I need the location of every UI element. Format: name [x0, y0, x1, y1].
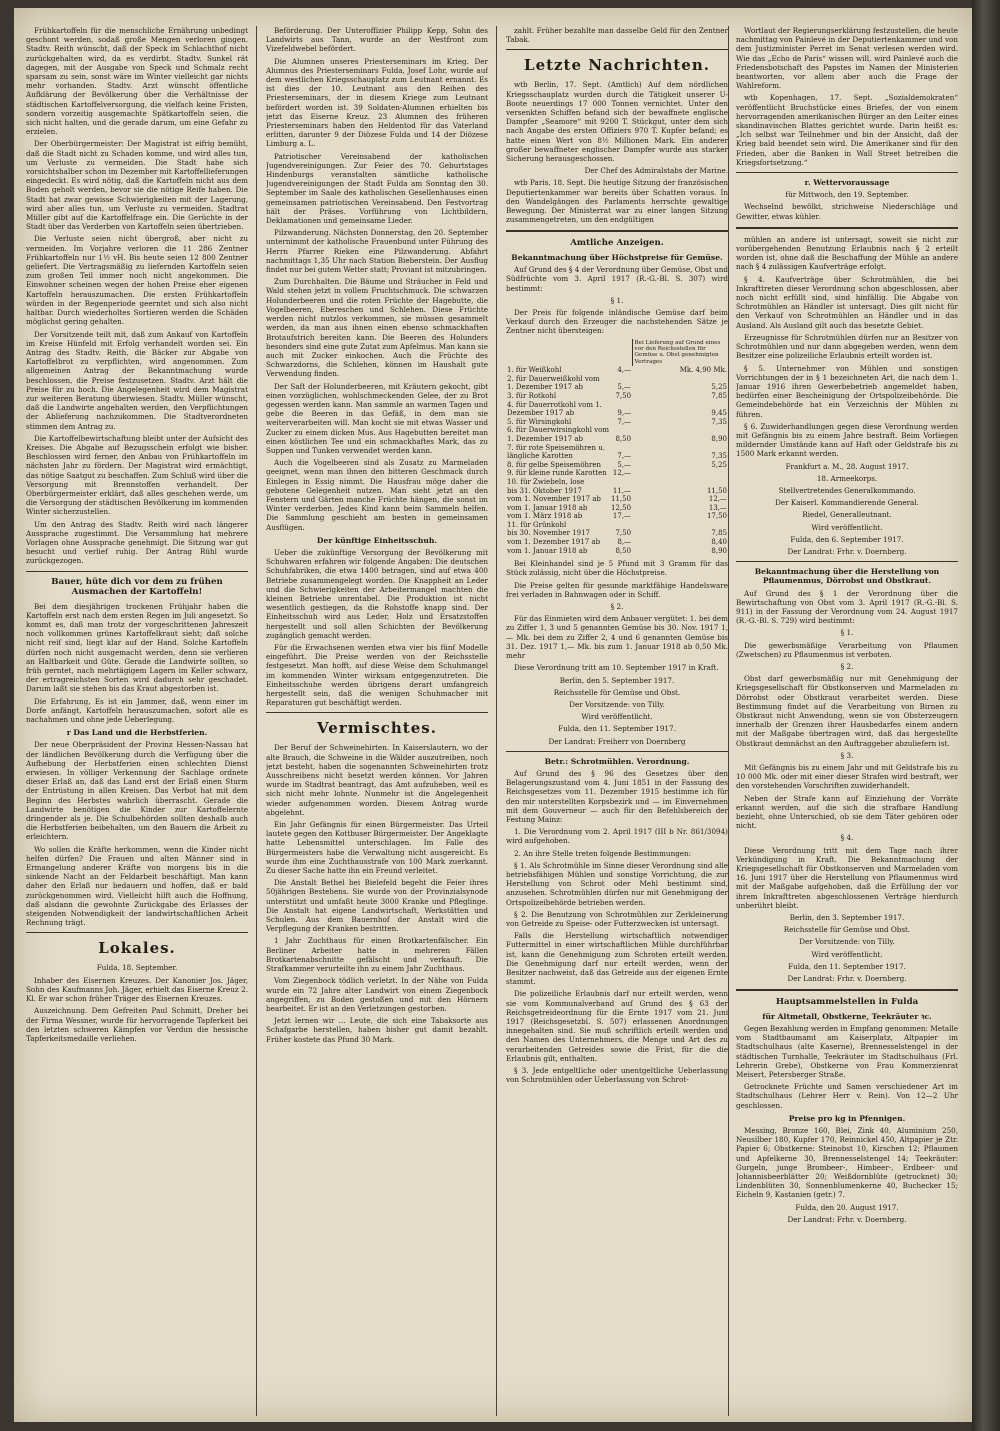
notice-text: Die gewerbsmäßige Verarbeitung von Pflaumen (Zwetschen) zu Pflaumenmus ist verboten. [736, 640, 958, 659]
paragraph-mark: § 2. [610, 602, 624, 612]
price-value: 12,— [708, 495, 727, 504]
price-table-row [506, 538, 728, 547]
notice-text: Messing, Bronze 160, Blei, Zink 40, Aluminium 250, Neusilber 180, Kupfer 170, Reinnickel 450, Altpapier je Ztr. Papier 6; Obstkerne: Steinobst 10, Kirschen 12; Pflaumen und Apfelkerne 30, Brennesselstengel 14; Teekräuter: Gurgeln, junge Brombeer-, Himbeer-, Erdbeer- und Johannisbeerblätter 20; Weißdornblüte (getrocknet) 30; Lindenblüten 30, Sonnenblumenkerne 40, Buchecker 15; Eicheln 9, Kastanien (getr.) 7. [736, 1126, 958, 1200]
section-heading-lokales: Lokales. [98, 939, 176, 958]
price-table-row [506, 392, 728, 401]
notice-text: § 5. Unternehmer von Mühlen und sonstigen Vorrichtungen der in § 1 bezeichneten Art, die nach dem 1. Januar 1916 ihren Gewerbebetrieb angemeldet haben, bedürfen einer Bescheinigung der Ortspolizeibehörde. Die Gemeindebehörde hat ein Verzeichnis der Mühlen zu führen. [736, 363, 958, 419]
price-value: 8,— [617, 538, 632, 547]
notice-text: Wird veröffentlicht. [811, 522, 883, 532]
signature: Der Kaiserl. Kommandierende General. [775, 498, 919, 508]
article-text: Die Alumnen unseres Priesterseminars im Krieg. Der Alumnus des Priesterseminars Fulda, Josef Lohr, wurde auf dem westlichen Kriegsschauplatz zum Leutnant ernannt. Es ist dies der 10. Leutnant aus den Reihen des Priesterseminars, der in diesem Kriege zum Leutnant befördert worden ist. 39 Soldaten-Alumnen erhielten bis jetzt das Eiserne Kreuz. 23 Alumnen des früheren Priesterseminars haben den Heldentod für das Vaterland erlitten, darunter 9 der Diözese Fulda und 14 der Diözese Limburg a. L. [266, 56, 488, 149]
article-text: Auszeichnung. Dem Gefreiten Paul Schmitt, Dreher bei der Firma Wessner, wurde für hervorragende Tapferkeit bei den letzten schweren Kämpfen vor Verdun die hessische Tapferkeitsmedaille verliehen. [26, 1006, 248, 1043]
article-heading: r Das Land und die Herbstferien. [66, 728, 208, 738]
price-value [632, 426, 728, 435]
notice-heading: Bekanntmachung über die Herstellung von Pflaumenmus, Dörrobst und Obstkraut. [754, 567, 940, 586]
section-heading-letzte-nachrichten: Letzte Nachrichten. [524, 56, 710, 75]
newspaper-page [14, 8, 972, 1422]
notice-text: § 2. Die Benutzung von Schrotmühlen zur Zerkleinerung von Getreide zu Speise- oder Futterzwecken ist untersagt. [506, 909, 728, 928]
notice-text: Wird veröffentlicht. [581, 712, 653, 722]
weather-date: für Mittwoch, den 19. September. [785, 190, 909, 200]
price-value [632, 444, 728, 453]
notice-text: Diese Verordnung tritt mit dem Tage nach ihrer Verkündigung in Kraft. Die Bekanntmachung der Kriegsgesellschaft für Obstkonserven und Marmeladen vom 16. Juni 1917 über die Herstellung von Pflaumenmus wird mit der Maßgabe aufgehoben, daß die Erfüllung der vor ihrem Inkrafttreten abgeschlossenen Verträge hierdurch unberührt bleibt. [736, 845, 958, 910]
article-text: Inhaber des Eisernen Kreuzes. Der Kanonier Jos. Jäger, Sohn des Kaufmanns Joh. Jäger, erhielt das Eiserne Kreuz 2. Kl. Er war schon früher Träger des Eisernen Kreuzes. [26, 975, 248, 1004]
notice-text: Für das Einmieten wird dem Anbauer vergütet: 1. bei dem zu Ziffer 1, 3 und 5 genannten Gemüse bis 30. Nov. 1917 1,— Mk. bei dem zu Ziffer 2, 4 und 6 genannten Gemüse bis 31. Dez. 1917 1,— Mk. bis zum 1. Januar 1918 ab 0,50 Mk. mehr [506, 614, 728, 661]
price-value: 9,— [617, 409, 632, 418]
column-4 [736, 26, 958, 1418]
notice-text: Auf Grund des § 4 der Verordnung über Gemüse, Obst und Südfrüchte vom 3. April 1917 (R.-G.-Bl. S. 307) wird bestimmt: [506, 265, 728, 293]
price-value [610, 426, 632, 435]
price-table-row [506, 452, 728, 461]
article-text: Vom Ziegenbock tödlich verletzt. In der Nähe von Fulda wurde ein 72 Jahre alter Landwirt von einem Ziegenbock angegriffen, zu Boden gestoßen und mit den Hörnern bearbeitet. Er ist an den Verletzungen gestorben. [266, 976, 488, 1013]
paragraph-mark: § 1. [610, 295, 624, 305]
price-table-row [506, 469, 728, 478]
price-table [506, 339, 728, 556]
price-table-row [506, 435, 728, 444]
notice-text: Die Preise gelten für gesunde marktfähige Handelsware frei verladen in Bahnwagen oder in Schiff. [506, 580, 728, 599]
price-value: Mk. 4,90 Mk. [679, 366, 727, 375]
signature: Der Landrat: Freiherr von Doernberg [548, 736, 686, 746]
price-table-row [506, 529, 728, 538]
signature: Der Vorsitzende: von Tilly. [799, 937, 895, 947]
price-value [632, 375, 728, 384]
article-text: Die Kartoffelbewirtschaftung bleibt unter der Aufsicht des Kreises. Die Abgabe auf Bezugsschein erfolgt wie bisher. Beschlossen wird ferner, den Anbau von Frühkartoffeln im nächsten Jahr zu fördern. Der Magistrat wird ermächtigt, das nötige Saatgut zu beschaffen. Zum Schluß wird über die Versorgung mit Brennstoffen verhandelt. Der Oberbürgermeister erklärt, daß alles geschehen werde, um die Versorgung der städtischen Bevölkerung im kommenden Winter sicherzustellen. [26, 433, 248, 517]
price-value: 12,50 [611, 503, 632, 512]
price-value: 8,40 [711, 538, 727, 547]
price-value: 5,25 [711, 460, 727, 469]
column-2 [266, 26, 488, 1418]
paragraph-mark: § 4. [840, 833, 854, 843]
article-text: Zum Durchhalten. Die Bäume und Sträucher in Feld und Wald stehen jetzt in vollem Fruchtschmuck. Die schwarzen Holunderbeeren und die roten Früchte der Hagebutte, die Vogelbeeren, Ebereschen und Schlehen. Diese Früchte werden nicht nutzlos verkommen, sie müssen gesammelt werden, da man aus ihnen einen ebenso schmackhaften Brotaufstrich bereiten kann. Die Beeren des Holunders besonders sind eine gute Zutat zum Apfelmus. Man kann sie auch mit Zucker einkochen. Auch die Früchte des Schwarzdorns, die Schlehen, können im Haushalt gute Verwendung finden. [266, 277, 488, 379]
signature: Der Landrat: Frhr. v. Doernberg. [787, 1214, 907, 1224]
price-value: 5,25 [711, 383, 727, 392]
price-value [632, 478, 728, 487]
price-value [632, 401, 728, 410]
price-value [610, 521, 632, 530]
price-item: 1. Dezember 1917 ab [507, 383, 584, 392]
notice-text: Auf Grund des § 96 des Gesetzes über den Belagerungszustand vom 4. Juni 1851 in der Fassung des Reichsgesetzes vom 11. Dezember 1915 bestimme ich für den mir unterstellten Korpsbezirk und — im Einvernehmen mit dem Gouverneur — auch für den Befehlsbereich der Festung Mainz: [506, 768, 728, 824]
notice-text: mühlen an andere ist untersagt, soweit sie nicht zur vorübergehenden Benutzung Erlaubnis nach § 2 erteilt worden ist, ohne daß die Beschaffung der Mühle an andere nach § 4 zulässigen Kaufverträge erfolgt. [736, 234, 958, 272]
price-value: 11,— [612, 486, 632, 495]
price-value: 8,50 [615, 546, 632, 555]
divider [506, 230, 728, 232]
dateline: Fulda, den 6. September 1917. [790, 534, 904, 544]
dateline: Fulda, den 11. September 1917. [558, 724, 676, 734]
price-item: 2. für Dauerweißkohl vom [507, 374, 600, 383]
price-item: 7. für rote Speisemöhren u. [507, 443, 606, 452]
notice-text: Die polizeiliche Erlaubnis darf nur erteilt werden, wenn sie vom Kommunalverband auf Grund des § 63 der Reichsgetreideordnung für die Ernte 1917 vom 21. Juni 1917 (Reichsgesetzbl. S. 507) erlassenen Anordnungen innegehalten sind. Sie muß schriftlich erteilt werden und den Namen des Unternehmers, die Menge und Art des zu verarbeitenden Getreides sowie die Frist, für die die Erlaubnis gilt, enthalten. [506, 989, 728, 1063]
signature: Reichsstelle für Gemüse und Obst. [553, 687, 681, 697]
dateline: Berlin, den 5. September 1917. [559, 675, 675, 685]
price-value [610, 401, 632, 410]
price-value: 7,— [617, 417, 632, 426]
article-heading: Der künftige Einheitsschuh. [316, 535, 438, 545]
price-item: bis 30. November 1917 [507, 529, 590, 538]
column-1 [26, 26, 248, 1418]
signature: Der Landrat: Frhr. v. Doernberg. [787, 546, 907, 556]
price-item: 11. für Grünkohl [507, 520, 567, 529]
price-value [632, 469, 728, 478]
price-table-row [506, 495, 728, 504]
divider [736, 227, 958, 229]
signature: Stellvertretendes Generalkommando. [778, 485, 916, 495]
notice-text: § 1. Als Schrotmühle im Sinne dieser Verordnung sind alle betriebsfähigen Mühlen und sonstige Vorrichtung, die zur Herstellung von Schrot oder Mehl bestimmt sind, anzusehen. Schrotmühlen dürfen nur mit Genehmigung der Ortspolizeibehörde betrieben werden. [506, 860, 728, 907]
price-value [610, 478, 632, 487]
signature: Der Vorsitzende: von Tilly. [569, 699, 665, 709]
notice-text: Obst darf gewerbsmäßig nur mit Genehmigung der Kriegsgesellschaft für Obstkonserven und Marmeladen zu Dörrobst oder Obstkraut verarbeitet werden. Diese Bestimmung findet auf die Verarbeitung von Birnen zu Obstkraut nicht Anwendung, wenn sie von Obsterzeugern innerhalb der Grenzen ihrer Hausbedarfes einem andern mit der Maßgabe übertragen wird, daß das hergestellte Obstkraut demnächst an den Auftraggeber abzuliefern ist. [736, 674, 958, 748]
notice-text: Bei Kleinhandel sind je 5 Pfund mit 3 Gramm für das Stück zulässig, nicht über die Höchstpreise. [506, 559, 728, 578]
signature: Reichsstelle für Gemüse und Obst. [783, 925, 911, 935]
dateline: Berlin, den 3. September 1917. [789, 913, 905, 923]
price-value: 7,50 [615, 529, 632, 538]
article-text: Der Saft der Holunderbeeren, mit Kräutern gekocht, gibt einen vorzüglichen, wohlschmeckenden Gelee, der zu Brot gegessen werden kann. Man sammle an warmen Tagen und gebe die Beeren in das Gefäß, in dem man sie weiterverarbeiten will. Man kocht sie mit etwas Wasser und Zucker zu einem dicken Mus. Aus Hagebutten bereitet man einen köstlichen Tee und ein schmackhaftes Mark, das zu Suppen und Tunken verwendet werden kann. [266, 381, 488, 455]
price-item: 3. für Rotkohl [507, 391, 557, 400]
notice-text: Der Preis für folgende inländische Gemüse darf beim Verkauf durch den Erzeuger die nachstehenden Sätze je Zentner nicht übersteigen: [506, 307, 728, 336]
dateline: Fulda, 18. September. [96, 963, 178, 973]
price-value: 5,— [617, 460, 632, 469]
notice-text: 1. Die Verordnung vom 2. April 1917 (III b Nr. 861/3094) wird aufgehoben. [506, 827, 728, 846]
price-value: 7,35 [711, 452, 727, 461]
price-item: 6. für Dauerwirsingkohl vom [507, 426, 609, 435]
price-item: Dezember 1917 ab [507, 409, 575, 418]
article-text: Um den Antrag des Stadtv. Reith wird nach längerer Aussprache zugestimmt. Die Versammlung hat mehrere Vorlagen ohne Aussprache genehmigt. Die Sitzung war gut besucht und verlief ruhig. Der Antrag Rühl wurde zurückgezogen. [26, 519, 248, 566]
notice-subheading: Preise pro kg in Pfennigen. [788, 1113, 906, 1123]
dateline: Fulda, den 11. September 1917. [788, 961, 906, 971]
page-edge [972, 0, 1000, 1431]
price-value: 7,— [617, 452, 632, 461]
article-text: Der Oberbürgermeister: Der Magistrat ist eifrig bemüht, daß die Stadt nicht zu Schaden komme, und wird alles tun, um Verluste zu vermeiden. Die Stadt habe sich vorsichtshalber schon im Dezember mit Kartoffellieferungen eingedeckt. Es wird nötig, daß die Kartoffeln nicht aus dem Boden geholt werden, bevor sie die nötige Reife haben. Die Stadt hat zwar gewisse Schwierigkeiten mit der Lagerung, wird aber alles tun, um Verluste zu vermeiden. Stadtrat Müller gibt auf die Kartoffelfrage ein. Die Gerüchte in der Stadt über das Verderben von Kartoffeln seien übertrieben. [26, 139, 248, 232]
article-text: wtb Kopenhagen, 17. Sept. „Sozialdemokraten“ veröffentlicht Bruchstücke eines Briefes, der von einem hervorragenden amerikanischen Bürger an den Leiter eines skandinavischen Blattes gerichtet wurde. Darin heißt es: „Ich selbst war Teilnehmer und bin der Ansicht, daß der Krieg bald beendet sein wird. Die Amerikaner sind für den Frieden, aber die Banken in Wall Street betreiben die Kriegsfortsetzung.“ [736, 93, 958, 167]
price-table-row [506, 487, 728, 496]
price-value [610, 444, 632, 453]
price-item: 5. für Wirsingkohl [507, 417, 572, 426]
article-text: Ein Jahr Gefängnis für einen Bürgermeister. Das Urteil lautete gegen den Kottbuser Bürgermeister. Der Angeklagte hatte Lebensmittel unterschlagen. Im Falle des Bürgermeisters habe die Verwaltung nicht ausgereicht. Es wurde ihm eine Zuchthausstrafe von 100 Mark zuerkannt. Zu dieser Sache hatte ihn ein Freund verleitet. [266, 820, 488, 876]
paragraph-mark: § 1. [840, 628, 854, 638]
notice-text: § 3. Jede entgeltliche oder unentgeltliche Ueberlassung von Schrotmühlen oder Ueberlassung von Schrot- [506, 1066, 728, 1085]
price-table-row [506, 461, 728, 470]
column-rule [256, 26, 257, 1416]
article-text: Wortlaut der Regierungserklärung festzustellen, die heute nachmittag von Painlevé in der Deputiertenkammer und von dem Justizminister Perret im Senat verlesen werden wird. Wie das „Echo de Paris“ wissen will, wird Painlevé auch die Friedensbotschaft des Papstes im Namen der Ministerien beantworten, vor allem aber auch die Frage der Wahlreform. [736, 26, 958, 91]
price-value: 7,35 [711, 417, 727, 426]
price-table-row [506, 444, 728, 453]
price-table-row [506, 547, 728, 556]
price-value: 7,85 [711, 529, 727, 538]
price-table-row [506, 478, 728, 487]
notice-heading: Hauptsammelstellen in Fulda [775, 997, 919, 1008]
price-item: längliche Karotten [507, 452, 573, 461]
signature: Riedel, Generalleutnant. [802, 510, 892, 520]
article-text: Frühkartoffeln für die menschliche Ernährung unbedingt geschont werden, sodaß große Mengen verloren gingen. Stadtv. Reith wünscht, daß der Speck im Schlachthof nicht zurückgehalten wird, da es verdirbt. Stadtv. Sunkel rät dagegen, mit der Ausgabe von Speck und Schmalz recht sparsam zu sein, sonst wäre im Winter vielleicht gar nichts mehr vorhanden. Stadtv. Arzt wünscht öffentliche Aufklärung der Bevölkerung über die Verhältnisse der städtischen Kartoffelversorgung, die vielfach keine Fristen, sondern vorzeitig ausgemachte Spätkartoffeln seien, die sich nicht halten, und die gerade darum, um eine Gefahr zu erzielen. [26, 26, 248, 137]
price-value: 4,— [617, 366, 632, 375]
price-item: vom 1. Dezember 1917 ab [507, 538, 601, 547]
price-item: vom 1. Januar 1918 ab [507, 546, 588, 555]
price-table-row [506, 521, 728, 530]
price-value: 7,50 [615, 391, 632, 400]
article-text: Für die Erwachsenen werden etwa vier bis fünf Modelle eingeführt. Die Preise werden von der Reichsstelle festgesetzt. Man hofft, auf diese Weise dem Schuhmangel im kommenden Winter wirksam entgegenzutreten. Die Einheitsschuhe werden übrigens derart umfangreich hergestellt sein, daß die wenigen Schuhmacher mit Reparaturen gut beschäftigt werden. [266, 643, 488, 708]
price-item: vom 1. November 1917 ab [507, 495, 601, 504]
notice-text: Gegen Bezahlung werden in Empfang genommen: Metalle vom Stadtbaumamt am Kaiserplatz, Altpapier im Stadtschulhaus (alte Kaserne), Brennesselstengel in der städtischen Turnhalle, Teekräuter im Stadtschulhaus (Frl. Lehrerin Grebe), Obstkerne von Frau Kommerzienrat Meisert, Petersberger Straße. [736, 1023, 958, 1079]
article-text: Die Anstalt Bethel bei Bielefeld begeht die Feier ihres 50jährigen Bestehens. Sie wurde von der Provinzialsynode unterstützt und umfaßt heute 3000 Kranke und Pfleglinge. Die Anstalt hat eigene Landwirtschaft, Werkstätten und Schulen. Aus dem Bauernhof der Anstalt wird die Verpflegung der Kranken bestritten. [266, 878, 488, 934]
price-value: 5,— [617, 383, 632, 392]
article-text: Pilzwanderung. Nächsten Donnerstag, den 20. September unternimmt der katholische Frauenbund unter Führung des Herrn Pfarrer Rieken eine Pilzwanderung. Abfahrt nachmittags 1,35 Uhr nach Station Bieberstein. Der Ausflug findet nur bei gutem Wetter statt; Proviant ist mitzubringen. [266, 228, 488, 275]
notice-text: § 6. Zuwiderhandlungen gegen diese Verordnung werden mit Gefängnis bis zu einem Jahre bestraft. Beim Vorliegen mildernder Umstände kann auf Haft oder Geldstrafe bis zu 1500 Mark erkannt werden. [736, 421, 958, 459]
signature: 18. Armeekorps. [816, 473, 878, 483]
column-3 [506, 26, 728, 1418]
price-item: 1. für Weißkohl [507, 366, 562, 375]
price-table-row [506, 383, 728, 392]
price-value: 17,— [612, 512, 632, 521]
price-item: vom 1. März 1918 ab [507, 512, 583, 521]
article-heading: Bauer, hüte dich vor dem zu frühen Ausmachen der Kartoffeln! [51, 576, 223, 598]
article-text: Bei dem diesjährigen trockenen Frühjahr haben die Kartoffeln erst nach dem ersten Regen im Juli angesetzt. So kommt es, daß man trotz der vorgeschrittenen Jahreszeit noch vollkommen grünes Kartoffelkraut sieht; daß solche nicht reif sind, liegt klar auf der Hand. Solche Kartoffeln dürfen noch nicht ausgemacht werden, denn sie verlieren an Haltbarkeit und Güte. Gerade die Landwirte sollten, so früh gerntet, nach mehrtägigem Lagern im Keller schwarz, der ertragreichsten Sorten wird dadurch sehr geschadet. Darum laßt sie stehen bis das Kraut abgestorben ist. [26, 601, 248, 694]
price-item: 9. für kleine runde Karotten [507, 469, 607, 478]
price-table-row [506, 512, 728, 521]
article-text: Jetzt lernen wir ... Leute, die sich eine Tabaksorte aus Schafgarbe herstellen, haben bisher gut damit bezahlt. Früher kostete das Pfund 30 Mark. [266, 1016, 488, 1044]
divider [736, 989, 958, 991]
price-table-row [506, 401, 728, 410]
notice-text: Mit Gefängnis bis zu einem Jahr und mit Geldstrafe bis zu 10 000 Mk. oder mit einer dieser Strafen wird bestraft, wer den vorstehenden Vorschriften zuwiderhandelt. [736, 763, 958, 791]
notice-text: Erzeugnisse für Schrotmühlen dürfen nur an Besitzer von Schrotmühlen und nur dann abgegeben werden, wenn dem Besitzer eine polizeiliche Erlaubnis erteilt worden ist. [736, 332, 958, 361]
notice-text: Wird veröffentlicht. [811, 949, 883, 959]
article-text: zahlt. Früher bezahlte man dasselbe Geld für den Zentner Tabak. [506, 26, 728, 45]
article-text: Der Beruf der Schweinehirten. In Kaiserslautern, wo der alte Brauch, die Schweine in die Wälder auszutreiben, noch jetzt besteht, haben die sogenannten Schweinehirten trotz Ausschreibens nicht besetzt werden können. Vor Jahren wurde im Stadtrat beantragt, das Amt aufzuheben, weil es sich nicht mehr lohnte. Nunmehr ist die Angelegenheit wieder aufgenommen worden. Diesem Antrag wurde abgelehnt. [266, 743, 488, 817]
signature: Der Landrat: Frhr. v. Doernberg. [787, 974, 907, 984]
price-table-row [506, 409, 728, 418]
price-value: 8,90 [711, 546, 727, 555]
section-heading-vermischtes: Vermischtes. [317, 719, 437, 738]
divider [736, 561, 958, 562]
article-text: Der neue Oberpräsident der Provinz Hessen-Nassau hat der ländlichen Bevölkerung durch die Verfügung über die Aufhebung der Herbstferien einen schlechten Dienst erwiesen. In völliger Verkennung der Sachlage ordnete dieser Erlaß an, daß das Land erst der Erlaß einen Sturm der Entrüstung in allen Kreisen. Das Verbot hat mit dem Beginn des Herbstes wahrlich überrascht. Gerade die Landwirte benötigen die Kinder zur Kartoffelernte dringender als je. Die Schulbehörden sollten deshalb auch die Herbstferien beibehalten, um den Bauern die Arbeit zu erleichtern. [26, 740, 248, 842]
article-text: Der Vorsitzende teilt mit, daß zum Ankauf von Kartoffeln im Kreise Hünfeld mit Erfolg verhandelt worden sei. Ein Antrag des Stadtv. Reith, die Bäcker zur Abgabe von Kartoffelbrot zu verpflichten, wird angenommen. Zum allgemeinen Antrag der Bekanntmachung wurde beschlossen, die Preise festzusetzen. Stadtv. Arzt hält die Preise für zu hoch. Die Angelegenheit wird dem Magistrat zur weiteren Beratung überwiesen. Stadtv. Müller wünscht, daß die Landwirte angehalten werden, den Verpflichtungen der Ablieferung nachzukommen. Die Stadtverordneten stimmen dem Antrag zu. [26, 329, 248, 431]
price-value: 12,— [612, 469, 632, 478]
price-value: 8,90 [711, 434, 727, 443]
divider [266, 712, 488, 713]
divider [26, 932, 248, 933]
notice-text: Neben der Strafe kann auf Einziehung der Vorräte erkannt werden, auf die sich die strafbare Handlung bezieht, ohne Unterschied, ob sie dem Täter gehören oder nicht. [736, 793, 958, 831]
article-text: Ueber die zukünftige Versorgung der Bevölkerung mit Schuhwaren erfahren wir folgende Angaben: Die deutschen Schuhfabriken, die etwa 1400 betragen, sind auf etwa 400 Betriebe zusammengelegt worden. Die Knappheit an Leder und die Schwierigkeiten der Arbeitermangel machten die kleinen Betriebe unrentabel. Die Produktion ist nicht wesentlich gestiegen, da die Rohstoffe knapp sind. Der Einheitsschuh wird aus Leder, Holz und Ersatzstoffen hergestellt und soll allen Schichten der Bevölkerung zugänglich gemacht werden. [266, 547, 488, 640]
price-item: bis 31. Oktober 1917 [507, 486, 582, 495]
price-value: 7,85 [711, 391, 727, 400]
notice-subheading: für Altmetall, Obstkerne, Teekräuter ꝛc. [762, 1011, 932, 1021]
article-text: Die Erfahrung, Es ist ein Jammer, daß, wenn einer im Dorfe anfängt, Kartoffeln herauszumachen, sofort alle es nachahmen und ohne jede Ueberlegung. [26, 696, 248, 725]
notice-text: 2. An ihre Stelle treten folgende Bestimmungen: [514, 848, 692, 858]
price-item: 1. Dezember 1917 ab [507, 434, 584, 443]
price-value: 8,50 [615, 434, 632, 443]
divider [736, 172, 958, 173]
section-heading-amtliche-anzeigen: Amtliche Anzeigen. [570, 238, 664, 249]
notice-text: § 4. Kaufverträge über Schrotmühlen, die bei Inkrafttreten dieser Verordnung schon abgeschlossen, aber noch nicht erfüllt sind, sind hinfällig. Die Abgabe von Schrotmühlen an Händler ist untersagt. Dies gilt nicht für den Verkauf von Schrotmühlen an Händler und in das Ausland. Als Ausland gilt auch das besetzte Gebiet. [736, 274, 958, 330]
article-text: wtb Paris, 18. Sept. Die heutige Sitzung der französischen Deputiertenkammer war bereits über Schatten voraus. In den Wandelgängen des Parlaments herrschte gewaltige Bewegung. Der Ministerrat war zu einer langen Sitzung zusammengetreten, um den endgültigen [506, 178, 728, 225]
price-table-row [506, 366, 728, 375]
price-table-header: Bei Lieferung auf Grund eines vor den Reichsstellen für Gemüse u. Obst genehmigten Vertrages [632, 339, 728, 367]
column-rule [496, 26, 497, 1416]
price-table-row [506, 504, 728, 513]
weather-heading: r. Wettervoraussage [804, 178, 890, 188]
price-value: 17,50 [706, 512, 727, 521]
dateline: Fulda, den 20. August 1917. [795, 1202, 899, 1212]
price-table-row [506, 375, 728, 384]
article-text: Wo sollen die Kräfte herkommen, wenn die Kinder nicht helfen dürfen? Die Frauen und alten Männer sind in Ermangelung anderer Kräfte von morgens bis in die sinkende Nacht an der Feldarbeit beschäftigt. Man kann daher den Erlaß nur bedauern und hoffen, daß er bald zurückgenommen wird. Vielleicht hilft auch die Hoffnung, daß alsdann die gewohnte Zurückgabe des Erlasses der steigenden Notwendigkeit der landwirtschaftlichen Arbeit Rechnung trägt. [26, 844, 248, 928]
article-text: 1 Jahr Zuchthaus für einen Brotkartenfälscher. Ein Berliner Arbeiter hatte in mehreren Fällen Brotkartenabschnitte gefälscht und verkauft. Die Strafkammer verurteilte ihn zu einem Jahr Zuchthaus. [266, 936, 488, 974]
price-item: vom 1. Januar 1918 ab [507, 503, 588, 512]
price-value: 11,50 [706, 486, 727, 495]
notice-heading: Betr.: Schrotmühlen. Verordnung. [544, 756, 690, 766]
price-value: 13,— [708, 503, 727, 512]
column-rule [728, 26, 729, 1416]
notice-text: Getrocknete Früchte und Samen verschiedener Art im Stadtschulhaus (Lehrer Herr v. Rein). Von 12—2 Uhr geschlossen. [736, 1082, 958, 1110]
article-text: Die Verluste seien nicht übergroß, aber nicht zu vermeiden. Im Vorjahre verloren die 11 286 Zentner Frühkartoffeln nur 1½ vH. Bis heute seien 12 800 Zentner geliefert. Die Vertragsmäßig zu liefernden Kartoffeln seien zum großen Teil immer noch nicht angekommen. Die Einwohner scheinen wegen der hohen Preise eher eigenen Kartoffeln herauszumachen. Die ersten Frühkartoffeln würden in der Regenperiode geerntet und sich also nicht haltbar. Durch wiederholtes Sortieren werden die Schäden möglichst gering gehalten. [26, 234, 248, 327]
article-text: Patriotischer Vereinsabend der katholischen Jugendvereinigungen. Zur Feier des 70. Geburtstages Hindenburgs veranstalten sämtliche katholische Jugendvereinigungen der Stadt Fulda am Sonntag den 30. September im Saale des katholischen Gesellenhauses einen gemeinsamen patriotischen Vereinsabend. Den Festvortrag hält der Präses. Vorführung von Lichtbildern, Deklamationen und gemeinsame Lieder. [266, 151, 488, 226]
divider [506, 751, 728, 752]
price-value [632, 521, 728, 530]
notice-heading: Bekanntmachung über Höchstpreise für Gemüse. [511, 252, 723, 262]
price-value: 11,50 [611, 495, 632, 504]
divider [506, 49, 728, 50]
price-table-row [506, 418, 728, 427]
notice-text: Auf Grund des § 1 der Verordnung über die Bewirtschaftung von Obst vom 3. April 1917 (R.-G.-Bl. S. 911) in der Fassung der Verordnung vom 24. August 1917 (R.-G.-Bl. S. 729) wird bestimmt: [736, 588, 958, 626]
price-item: 4. für Dauerrotkohl vom 1. [507, 400, 602, 409]
price-item: 8. für gelbe Speisemöhren [507, 460, 602, 469]
paragraph-mark: § 2. [840, 661, 854, 671]
signature: Der Chef des Admiralstabs der Marine. [584, 166, 728, 176]
article-text: Auch die Vogelbeeren sind als Zusatz zu Marmeladen geeignet, wenn man ihnen den bitteren Geschmack durch Einlegen in Essig nimmt. Die Hausfrau möge daher die gebotene Gelegenheit nutzen. Man sieht jetzt an den Fenstern und Gärten manche Früchte hängen, die sonst im Winter verderben. Jedes Kind kann beim Sammeln helfen. Die Sammlung geschieht am besten in gemeinsamen Ausflügen. [266, 458, 488, 532]
notice-text: Diese Verordnung tritt am 10. September 1917 in Kraft. [514, 663, 719, 673]
notice-text: Falls die Herstellung wirtschaftlich notwendiger Futtermittel in einer wirtschaftlichen Mühle durchführbar ist, kann die Genehmigung zum Schroten erteilt werden. Die Genehmigung darf nur erteilt werden, wenn der Besitzer nachweist, daß das Getreide aus der eigenen Ernte stammt. [506, 931, 728, 987]
price-item: 10. für Zwiebeln, lose [507, 477, 585, 486]
paragraph-mark: § 3. [840, 750, 854, 760]
divider [26, 571, 248, 572]
price-value [610, 375, 632, 384]
weather-text: Wechselnd bewölkt, strichweise Niederschläge und Gewitter, etwas kühler. [736, 202, 958, 221]
article-text: Beförderung. Der Unteroffizier Philipp Kepp, Sohn des Landwirts aus Tann, wurde an der Westfront zum Vizefeldwebel befördert. [266, 26, 488, 54]
price-table-row [506, 426, 728, 435]
article-text: wtb Berlin, 17. Sept. (Amtlich) Auf dem nördlichen Kriegsschauplatz wurden durch die Tätigkeit unserer U-Boote neuerdings 17 000 Tonnen vernichtet. Unter den versenkten Schiffen befand sich der bewaffnete englische Dampfer „Seamore“ mit 9200 T. Stückgut, unter dem sich nach Angabe des ersten Offiziers 970 T. Kupfer befand; es hatte einen Wert von 8½ Millionen Mark. Ein anderer großer bewaffneter englischer Dampfer wurde aus starker Sicherung herausgeschossen. [506, 80, 728, 164]
dateline: Frankfurt a. M., 28. August 1917. [785, 461, 909, 471]
price-value: 9,45 [711, 409, 727, 418]
